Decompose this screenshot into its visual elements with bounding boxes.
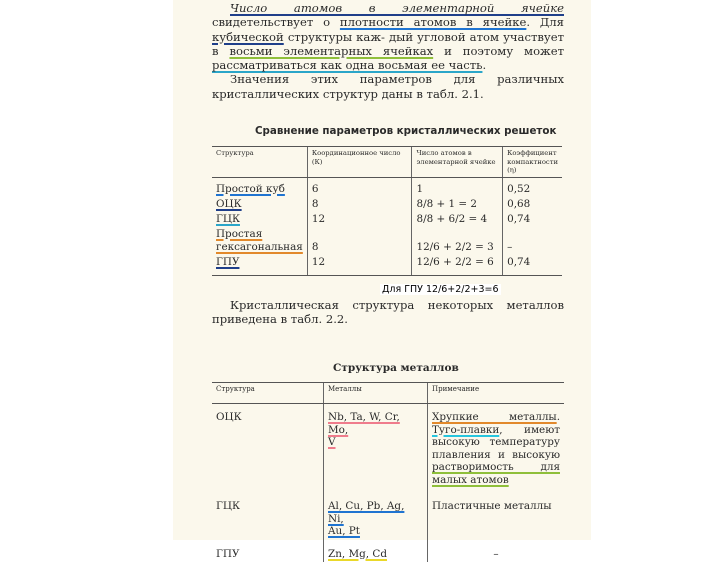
table-header-row	[212, 147, 562, 178]
text-span: .	[557, 411, 560, 423]
metals-bcc-line2: V	[328, 436, 336, 448]
table-row	[212, 227, 562, 255]
intro-sentence-2: Значения этих параметров для различных кристаллических структур даны в табл. 2.1.	[212, 72, 564, 101]
text-span: .	[482, 58, 486, 72]
coord-value: 12	[307, 255, 412, 276]
atoms-value: 8/8 + 1 = 2	[412, 197, 503, 212]
table-row	[212, 488, 564, 540]
text-span: свидетельствует о	[212, 15, 330, 29]
atoms-value: 1	[412, 177, 503, 197]
coef-value: 0,68	[503, 197, 562, 212]
header-note: Примечание	[428, 383, 565, 404]
note-cell: Пластичные металлы	[428, 488, 565, 540]
table1-caption: Сравнение параметров кристаллических решеток	[255, 125, 556, 137]
header-compactness: Коэффициент компактности (η)	[503, 147, 562, 178]
coef-value: 0,74	[503, 212, 562, 227]
paragraph-2	[212, 298, 564, 327]
coef-value: 0,52	[503, 177, 562, 197]
table-row	[212, 540, 564, 562]
table-row	[212, 197, 562, 212]
structure-cell: ГПУ	[212, 540, 324, 562]
left-margin	[0, 0, 173, 540]
lattice-comparison-table	[212, 146, 562, 276]
header-structure: Структура	[212, 383, 324, 404]
header-structure: Структура	[212, 147, 307, 178]
text-span: и поэтому может	[444, 44, 564, 58]
coord-value: 8	[307, 227, 412, 255]
note-solubility: растворимость для малых атомов	[432, 461, 560, 486]
metals-fcc: Al, Cu, Pb, Ag, Ni,	[328, 500, 404, 525]
structure-simple-cubic: Простой куб	[216, 183, 285, 195]
header-metals: Металлы	[324, 383, 428, 404]
metals-structure-table	[212, 382, 564, 562]
structure-simple-hex: Простая	[216, 228, 262, 240]
text-span: . Для	[526, 15, 564, 29]
atoms-value: 12/6 + 2/2 = 3	[412, 227, 503, 255]
handwritten-annotation: Для ГПУ 12/6+2/2+3=6	[380, 284, 501, 295]
paragraph-2-text: Кристаллическая структура некоторых металлов приведена в табл. 2.2.	[212, 298, 564, 327]
structure-cell: ОЦК	[212, 404, 324, 489]
coord-value: 8	[307, 197, 412, 212]
table-row	[212, 212, 562, 227]
note-refractory: Туго-плавки	[432, 424, 499, 436]
structure-simple-hex-line2: гексагональная	[216, 241, 303, 253]
text-span: , имеют высокую температуру плавления и высокую	[432, 424, 560, 461]
phrase-atoms-per-cell: Число атомов в элементарной ячейке	[230, 1, 564, 15]
text-span: структуры каж-	[284, 30, 385, 44]
structure-bcc: ОЦК	[216, 198, 242, 210]
metals-hcp: Zn, Mg, Cd	[328, 548, 387, 560]
note-cell: –	[428, 540, 565, 562]
table2-caption: Структура металлов	[333, 362, 459, 374]
coord-value: 12	[307, 212, 412, 227]
header-coordination: Координационное число (К)	[307, 147, 412, 178]
structure-hcp: ГПУ	[216, 256, 239, 268]
right-margin	[591, 0, 720, 540]
text-span: дый угловой атом участвует в	[212, 30, 564, 58]
note-cell	[428, 404, 565, 489]
table-row	[212, 404, 564, 489]
structure-fcc: ГЦК	[216, 213, 240, 225]
coord-value: 6	[307, 177, 412, 197]
intro-sentence-1	[212, 1, 564, 72]
atoms-value: 8/8 + 6/2 = 4	[412, 212, 503, 227]
table-row	[212, 255, 562, 276]
coef-value: 0,74	[503, 255, 562, 276]
phrase-one-eighth: рассматриваться как одна восьмая ее часть	[212, 58, 482, 72]
atoms-value: 12/6 + 2/2 = 6	[412, 255, 503, 276]
phrase-cubic: кубической	[212, 30, 284, 44]
coef-value: –	[503, 227, 562, 255]
table-row	[212, 177, 562, 197]
intro-paragraph	[212, 1, 564, 101]
table-header-row	[212, 383, 564, 404]
metals-bcc: Nb, Ta, W, Cr, Mo,	[328, 411, 400, 436]
structure-cell: ГЦК	[212, 488, 324, 540]
phrase-eight-cells: восьми элементарных ячейках	[229, 44, 433, 58]
header-atoms: Число атомов в элементарной ячейке	[412, 147, 503, 178]
phrase-density: плотности атомов в ячейке	[340, 15, 526, 29]
note-brittle: Хрупкие металлы	[432, 411, 557, 423]
metals-fcc-line2: Au, Pt	[328, 525, 360, 537]
